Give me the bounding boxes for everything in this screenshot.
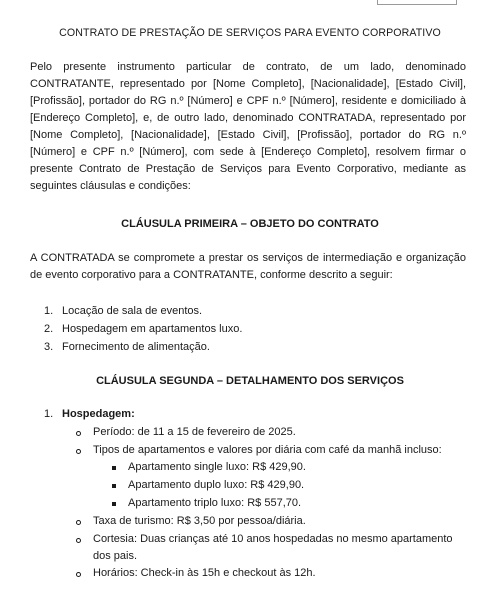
square-bullet-icon: [112, 502, 116, 506]
detail-schedule-text: Horários: Check-in às 15h e checkout às 12h.: [93, 567, 316, 579]
list-item-text: Fornecimento de alimentação.: [62, 341, 210, 353]
apartment-type-item: [93, 495, 467, 513]
detail-tax-text: Taxa de turismo: R$ 3,50 por pessoa/diária.: [93, 515, 306, 527]
apartment-type-text: Apartamento single luxo: R$ 429,90.: [128, 461, 306, 473]
list-item-text: Locação de sala de eventos.: [62, 305, 203, 317]
square-bullet-icon: [112, 484, 116, 488]
list-item-number: 3.: [44, 341, 54, 353]
detail-schedule: [30, 565, 467, 583]
apartment-type-item: [93, 459, 467, 477]
clause-2-title: CLÁUSULA SEGUNDA – DETALHAMENTO DOS SERVIÇOS: [96, 375, 404, 387]
section-number: 1.: [44, 408, 54, 420]
list-item: [30, 321, 242, 339]
clause-1-item-list: [30, 303, 242, 357]
section-heading-text: Hospedagem:: [62, 408, 135, 420]
list-item-number: 2.: [44, 323, 54, 335]
apartment-type-text: Apartamento triplo luxo: R$ 557,70.: [128, 497, 302, 509]
clause-1-text: A CONTRATADA se compromete a prestar os serviços de intermediação e organização de evento corporativo para a CONTRATANTE, conforme descrito a seguir:: [30, 252, 466, 281]
circle-bullet-icon: [76, 431, 81, 436]
circle-bullet-icon: [76, 572, 81, 577]
list-item: [30, 339, 242, 357]
list-item: [30, 303, 242, 321]
header-field-box: [377, 0, 457, 5]
circle-bullet-icon: [76, 449, 81, 454]
detail-tourism-tax: [30, 513, 467, 531]
intro-paragraph: Pelo presente instrumento particular de contrato, de um lado, denominado CONTRATANTE, representado por [Nome Completo], [Nacionalidade], [Estado Civil], [Profissão], portador do RG n.º [Número] e CPF n.º [Número], residente e domiciliado à [Endereço Completo], e, de outro lado, denominado CONTRATADA, representado por [Nome Completo], [Nacionalidade], [Estado Civil], [Profissão], portador do RG n.º [Número] e CPF n.º [Número], com sede à [Endereço Completo], resolvem firmar o presente Contrato de Prestação de Serviços para Evento Corporativo, mediante as seguintes cláusulas e condições:: [30, 61, 466, 192]
detail-period-text: Período: de 11 a 15 de fevereiro de 2025.: [93, 426, 296, 438]
detail-courtesy-text: Cortesia: Duas crianças até 10 anos hospedadas no mesmo apartamento dos pais.: [93, 533, 453, 562]
section-heading: [30, 406, 470, 424]
detail-courtesy: [30, 531, 467, 565]
clause-1-title: CLÁUSULA PRIMEIRA – OBJETO DO CONTRATO: [121, 218, 379, 230]
apartment-type-text: Apartamento duplo luxo: R$ 429,90.: [128, 479, 305, 491]
detail-period: [30, 424, 467, 442]
clause-2-section-hospedagem: [30, 406, 470, 583]
hospedagem-details-list: [30, 424, 470, 583]
circle-bullet-icon: [76, 520, 81, 525]
list-item-number: 1.: [44, 305, 54, 317]
detail-types-intro-text: Tipos de apartamentos e valores por diária com café da manhã incluso:: [93, 444, 442, 456]
detail-apartment-types: [30, 442, 467, 513]
list-item-text: Hospedagem em apartamentos luxo.: [62, 323, 243, 335]
document-title: CONTRATO DE PRESTAÇÃO DE SERVIÇOS PARA EVENTO CORPORATIVO: [59, 27, 441, 39]
apartment-type-list: [93, 459, 467, 513]
square-bullet-icon: [112, 466, 116, 470]
apartment-type-item: [93, 477, 467, 495]
circle-bullet-icon: [76, 538, 81, 543]
